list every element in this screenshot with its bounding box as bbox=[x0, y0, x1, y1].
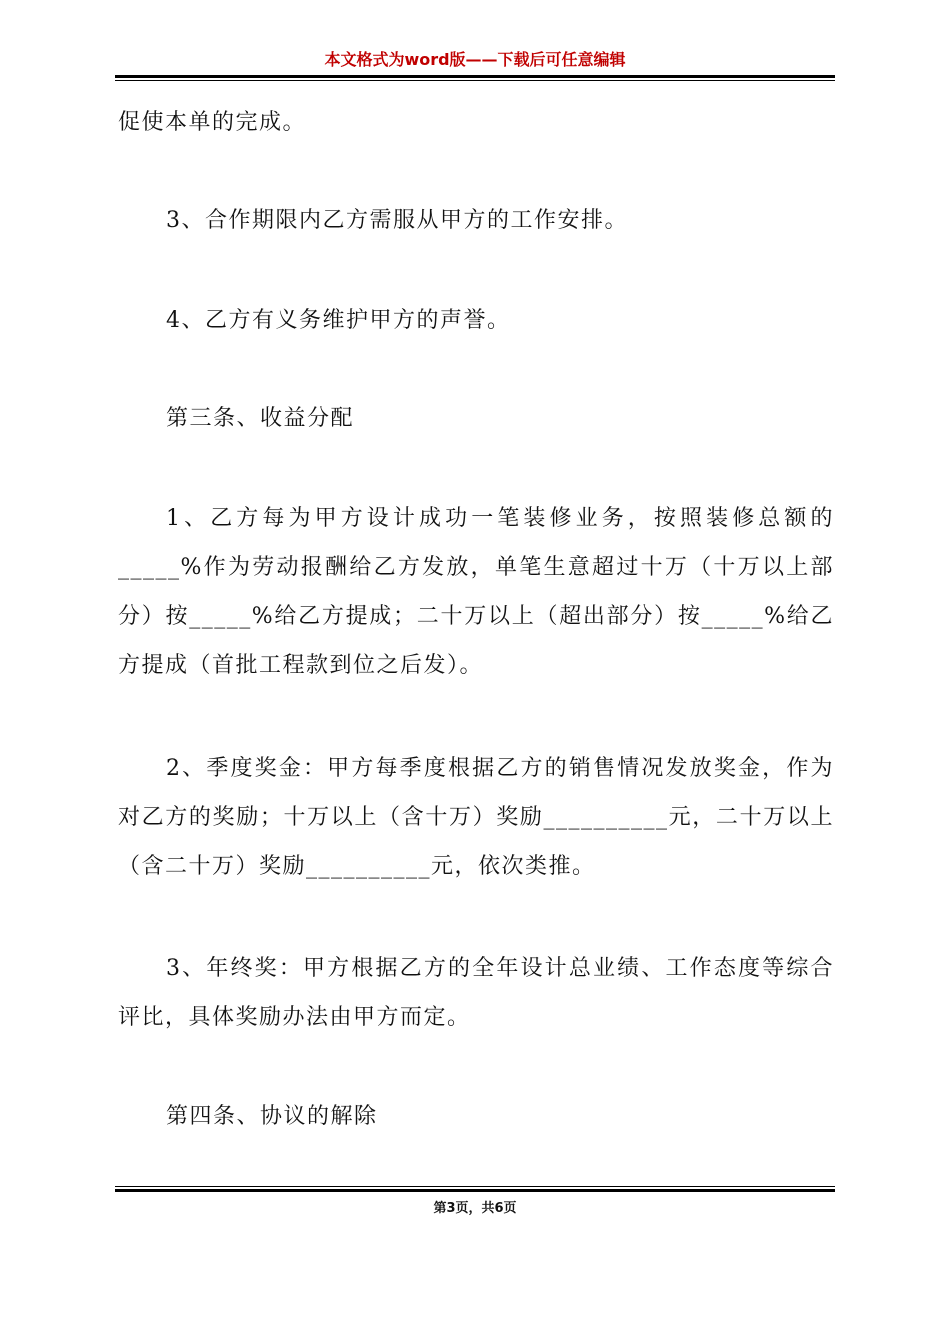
header-title: 本文格式为word版——下载后可任意编辑 bbox=[324, 50, 626, 69]
paragraph-clause-4: 4、乙方有义务维护甲方的声誉。 bbox=[166, 308, 511, 333]
header-rule-thin bbox=[115, 80, 835, 81]
page-number: 第3页，共6页 bbox=[433, 1201, 517, 1216]
paragraph-continuation: 促使本单的完成。 bbox=[118, 110, 307, 135]
footer-rule-thick bbox=[115, 1189, 835, 1192]
section-heading-article-4: 第四条、协议的解除 bbox=[166, 1104, 378, 1129]
paragraph-revenue-2: 2、季度奖金：甲方每季度根据乙方的销售情况发放奖金，作为对乙方的奖励；十万以上（含十万）奖励__________元，二十万以上（含二十万）奖励__________元，依次类推。 bbox=[118, 756, 834, 879]
paragraph-clause-3: 3、合作期限内乙方需服从甲方的工作安排。 bbox=[166, 208, 628, 233]
footer-rule-thin bbox=[115, 1186, 835, 1187]
section-heading-article-3: 第三条、收益分配 bbox=[166, 406, 355, 431]
paragraph-revenue-3: 3、年终奖：甲方根据乙方的全年设计总业绩、工作态度等综合评比，具体奖励办法由甲方而定。 bbox=[118, 956, 834, 1030]
paragraph-revenue-1: 1、乙方每为甲方设计成功一笔装修业务，按照装修总额的_____%作为劳动报酬给乙方发放，单笔生意超过十万（十万以上部分）按_____%给乙方提成；二十万以上（超出部分）按_____%给乙方提成（首批工程款到位之后发）。 bbox=[118, 506, 834, 678]
header-rule-thick bbox=[115, 75, 835, 78]
